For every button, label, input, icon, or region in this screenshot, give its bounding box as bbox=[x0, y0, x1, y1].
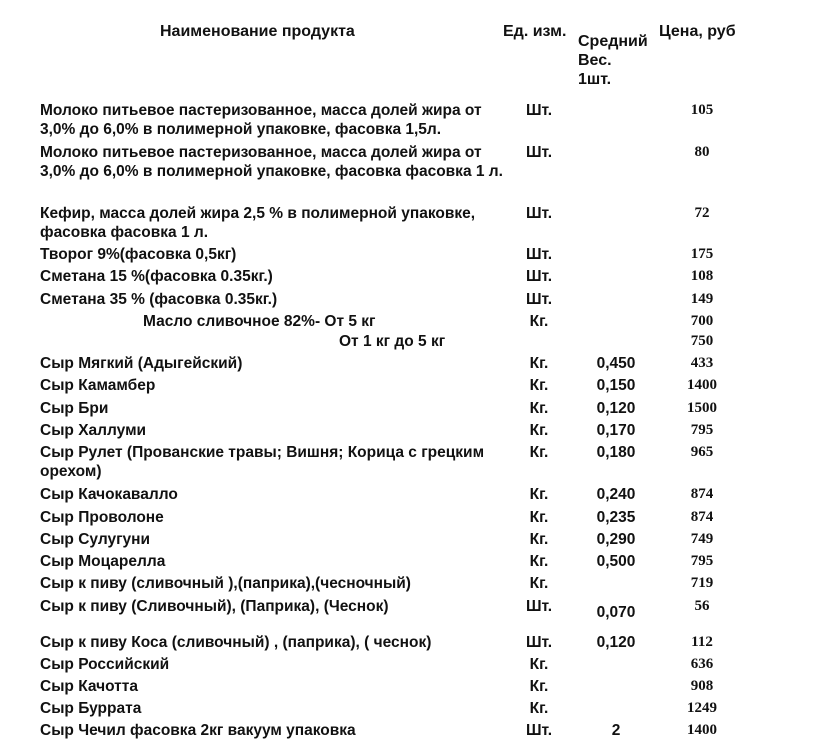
price-cell: 874 bbox=[690, 486, 714, 502]
product-name: Молоко питьевое пастеризованное, масса долей жира от 3,0% до 6,0% в полимерной упаковке, фасовка фасовка 1 л. bbox=[40, 144, 503, 180]
product-name: Сыр Сулугуни bbox=[40, 531, 151, 548]
product-name: Сыр Камамбер bbox=[40, 377, 156, 394]
product-name: Сыр к пиву (Сливочный), (Паприка), (Чеснок) bbox=[40, 598, 389, 615]
product-name: Сыр Качотта bbox=[40, 678, 138, 695]
header-average-weight: Средний Вес. 1шт. bbox=[578, 33, 648, 88]
unit-cell: Шт. bbox=[525, 246, 553, 263]
product-name: Сыр Рулет (Прованские травы; Вишня; Корица с грецким орехом) bbox=[40, 444, 485, 480]
unit-cell: Кг. bbox=[529, 700, 549, 717]
price-cell: 719 bbox=[690, 575, 714, 591]
unit-cell: Кг. bbox=[529, 422, 549, 439]
product-name: Сыр Моцарелла bbox=[40, 553, 166, 570]
unit-cell: Кг. bbox=[529, 400, 549, 417]
unit-cell: Шт. bbox=[525, 144, 553, 161]
product-name: Сыр Проволоне bbox=[40, 509, 164, 526]
price-cell: 795 bbox=[690, 422, 714, 438]
unit-cell: Кг. bbox=[529, 575, 549, 592]
price-cell: 965 bbox=[690, 444, 714, 460]
price-cell: 1400 bbox=[687, 722, 717, 738]
product-name: Сыр Бри bbox=[40, 400, 109, 417]
product-name: Сыр Российский bbox=[40, 656, 170, 673]
unit-cell: Кг. bbox=[529, 313, 549, 330]
weight-cell: 0,450 bbox=[596, 355, 636, 372]
price-cell: 636 bbox=[690, 656, 714, 672]
price-cell: 149 bbox=[690, 291, 714, 307]
unit-cell: Кг. bbox=[529, 531, 549, 548]
weight-cell: 0,500 bbox=[596, 553, 636, 570]
product-name: Сыр Мягкий (Адыгейский) bbox=[40, 355, 243, 372]
header-price: Цена, руб bbox=[659, 23, 736, 40]
unit-cell: Кг. bbox=[529, 486, 549, 503]
weight-cell: 2 bbox=[611, 722, 621, 739]
price-cell: 72 bbox=[694, 205, 710, 221]
product-name: Сметана 35 % (фасовка 0.35кг.) bbox=[40, 291, 278, 308]
weight-cell: 0,120 bbox=[596, 400, 636, 417]
price-cell: 795 bbox=[690, 553, 714, 569]
product-name: Сыр к пиву Коса (сливочный) , (паприка), ( чеснок) bbox=[40, 634, 432, 651]
product-name: От 1 кг до 5 кг bbox=[339, 333, 446, 350]
unit-cell: Шт. bbox=[525, 598, 553, 615]
weight-cell: 0,180 bbox=[596, 444, 636, 461]
product-name: Масло сливочное 82%- От 5 кг bbox=[143, 313, 376, 330]
unit-cell: Шт. bbox=[525, 102, 553, 119]
unit-cell: Шт. bbox=[525, 722, 553, 739]
weight-cell: 0,150 bbox=[596, 377, 636, 394]
unit-cell: Кг. bbox=[529, 509, 549, 526]
price-cell: 700 bbox=[690, 313, 714, 329]
unit-cell: Шт. bbox=[525, 634, 553, 651]
product-name: Сыр к пиву (сливочный ),(паприка),(чесночный) bbox=[40, 575, 411, 592]
price-cell: 1500 bbox=[687, 400, 717, 416]
price-cell: 112 bbox=[691, 634, 713, 650]
unit-cell: Кг. bbox=[529, 377, 549, 394]
price-cell: 1249 bbox=[687, 700, 717, 716]
weight-cell: 0,240 bbox=[596, 486, 636, 503]
weight-cell: 0,120 bbox=[596, 634, 636, 651]
price-cell: 108 bbox=[690, 268, 714, 284]
price-cell: 175 bbox=[690, 246, 714, 262]
product-name: Сыр Халлуми bbox=[40, 422, 147, 439]
price-cell: 56 bbox=[694, 598, 710, 614]
unit-cell: Кг. bbox=[529, 656, 549, 673]
price-cell: 750 bbox=[690, 333, 714, 349]
price-cell: 433 bbox=[690, 355, 714, 371]
product-name: Сыр Чечил фасовка 2кг вакуум упаковка bbox=[40, 722, 356, 739]
unit-cell: Шт. bbox=[525, 268, 553, 285]
unit-cell: Кг. bbox=[529, 444, 549, 461]
price-cell: 1400 bbox=[687, 377, 717, 393]
header-unit: Ед. изм. bbox=[503, 23, 567, 40]
unit-cell: Шт. bbox=[525, 205, 553, 222]
product-name: Молоко питьевое пастеризованное, масса долей жира от 3,0% до 6,0% в полимерной упаковке, фасовка 1,5л. bbox=[40, 102, 482, 138]
weight-cell: 0,235 bbox=[596, 509, 636, 526]
unit-cell: Кг. bbox=[529, 678, 549, 695]
weight-cell: 0,170 bbox=[596, 422, 636, 439]
product-name: Сметана 15 %(фасовка 0.35кг.) bbox=[40, 268, 273, 285]
unit-cell: Кг. bbox=[529, 355, 549, 372]
header-product-name: Наименование продукта bbox=[160, 23, 355, 40]
price-cell: 80 bbox=[694, 144, 710, 160]
unit-cell: Кг. bbox=[529, 553, 549, 570]
unit-cell: Шт. bbox=[525, 291, 553, 308]
product-name: Сыр Качокавалло bbox=[40, 486, 178, 503]
price-cell: 749 bbox=[690, 531, 714, 547]
price-cell: 105 bbox=[690, 102, 714, 118]
product-name: Кефир, масса долей жира 2,5 % в полимерной упаковке, фасовка фасовка 1 л. bbox=[40, 205, 476, 241]
price-cell: 908 bbox=[690, 678, 714, 694]
product-name: Сыр Буррата bbox=[40, 700, 142, 717]
product-name: Творог 9%(фасовка 0,5кг) bbox=[40, 246, 237, 263]
price-cell: 874 bbox=[690, 509, 714, 525]
weight-cell: 0,290 bbox=[596, 531, 636, 548]
weight-cell: 0,070 bbox=[596, 604, 636, 621]
